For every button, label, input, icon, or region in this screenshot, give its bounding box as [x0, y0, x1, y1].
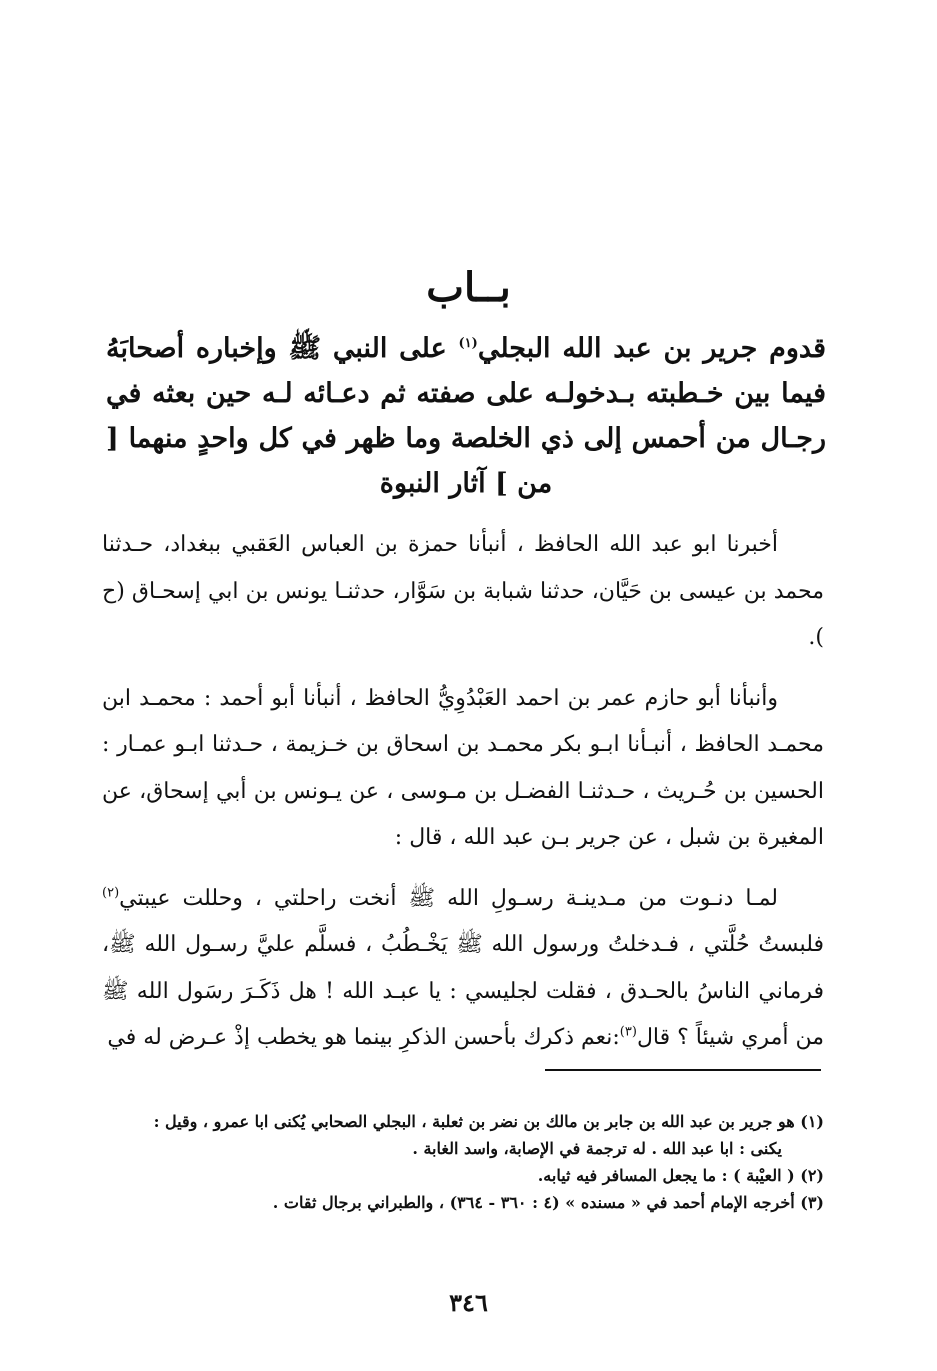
chapter-heading: بــاب [426, 264, 511, 311]
main-text [102, 522, 824, 1062]
page-number: ٣٤٦ [449, 1288, 488, 1317]
footnote-1-continued: يكنى : ابا عبد الله . له ترجمة في الإصابة، واسد الغابة . [412, 1139, 782, 1158]
footnote-marker-1: (١) [458, 336, 478, 351]
chapter-title [106, 326, 826, 506]
hadith-paragraph [102, 876, 824, 1062]
footnotes [102, 1108, 824, 1216]
hadith-text-3: :نعم ذكرك بأحسن الذكرِ بينما هو يخطب إذْ عـرض له في [107, 1025, 620, 1050]
footnote-3: (٣) أخرجه الإمام أحمد في « مسنده » (٤ : ٣٦٠ - ٣٦٤) ، والطبراني برجال ثقات . [272, 1193, 824, 1212]
chapter-title-text: قدوم جرير بن عبد الله البجلي [477, 333, 826, 364]
hadith-text-2: فلبستُ حُلَّتي ، فـدخلتُ ورسول الله ﷺ يَخْـطُبُ ، فسلَّم عليَّ رسـول الله ﷺ، فرماني الناسُ بالحـدق ، فقلت لجليسي : يا عبـد الله ! هل ذَكَـرَ رسَول الله ﷺ من أمري شيئاً ؟ قال [102, 932, 824, 1050]
isnad-paragraph-1: أخبرنا ابو عبد الله الحافظ ، أنبأنا حمزة بن العباس العَقبي ببغداد، حـدثنا محمد بن عيسى بن حَيَّان، حدثنا شبابة بن سَوَّار، حدثنـا يونس بن ابي إسحـاق (ح ). [102, 532, 824, 650]
hadith-text-1: لمـا دنـوت من مـدينـة رسـولِ الله ﷺ أنخت راحلتي ، وحللت عيبتي [119, 885, 778, 911]
isnad-paragraph-2: وأنبأنا أبو حازم عمر بن احمد العَبْدُوِيُّ الحافظ ، أنبأنا أبو أحمد : محمـد ابن محمـد الحافظ ، أنبـأنا ابـو بكر محمـد بن اسحاق بن خـزيمة ، حـدثنا ابـو عمـار : الحسين بن حُـريث ، حـدثنـا الفضـل بن مـوسى ، عن يـونس بن أبي إسحاق، عن المغيرة بن شبل ، عن جرير بـن عبد الله ، قال : [102, 685, 824, 850]
footnote-1: (١) هو جرير بن عبد الله بن جابر بن مالك بن نضر بن ثعلبة ، البجلي الصحابي يُكنى ابا عمرو ، وقيل : [153, 1112, 824, 1131]
footnote-separator [545, 1069, 821, 1071]
footnote-marker-2: (٢) [102, 885, 120, 901]
footnote-marker-3: (٣) [619, 1024, 637, 1040]
footnote-2: (٢) ( العيْبة ) : ما يجعل المسافر فيه ثيابه. [537, 1166, 824, 1185]
chapter-title-text-continued: على النبي ﷺ وإخباره أصحابَهُ فيما بين خـطبته بـدخولـه على صفته ثم دعـائه لـه حين بعثه في رجـال من أحمس إلى ذي الخلصة وما ظهر في كل واحدٍ منهما [ من ] آثار النبوة [106, 333, 826, 499]
